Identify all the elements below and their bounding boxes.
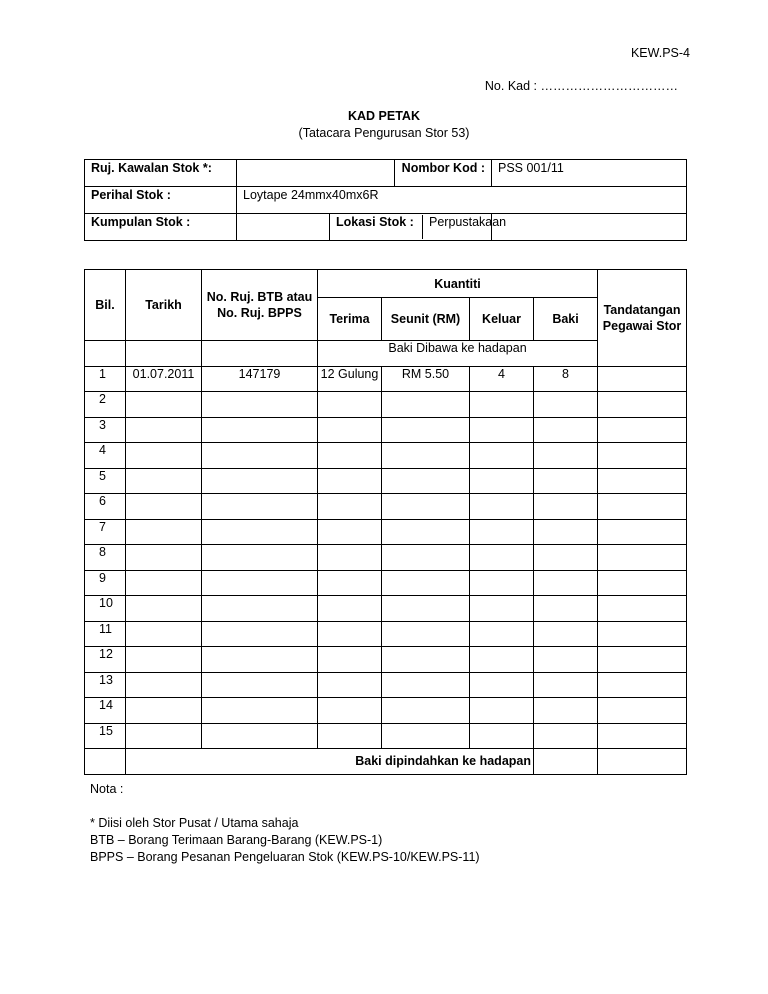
table-row: [85, 392, 687, 418]
page-subtitle: (Tatacara Pengurusan Stor 53): [298, 126, 470, 140]
cell-no-ruj: [202, 545, 318, 571]
cell-keluar: [470, 545, 534, 571]
cell-tandatangan: [598, 647, 687, 673]
table-row: [85, 443, 687, 469]
cell-no-ruj: [202, 468, 318, 494]
cell-tarikh: 01.07.2011: [126, 366, 202, 392]
table-row: [85, 366, 687, 392]
cell-no-ruj: [202, 672, 318, 698]
cell-seunit: [382, 468, 470, 494]
header-baki: Baki: [534, 298, 598, 341]
cell-keluar: 4: [470, 366, 534, 392]
cell-baki: [534, 723, 598, 749]
page-title: KAD PETAK: [348, 109, 420, 123]
cell-no-ruj: [202, 723, 318, 749]
cell-terima: [318, 621, 382, 647]
cell-bil: 11: [85, 621, 126, 647]
stock-control-ref-value: [237, 160, 395, 187]
cell-baki: [534, 570, 598, 596]
cell-seunit: [382, 417, 470, 443]
note-asterisk: * Diisi oleh Stor Pusat / Utama sahaja: [90, 816, 299, 830]
cell-baki: [534, 443, 598, 469]
cell-keluar: [470, 443, 534, 469]
cell-keluar: [470, 519, 534, 545]
stock-location-label: Lokasi Stok :: [330, 215, 423, 239]
cell-no-ruj: [202, 519, 318, 545]
cell-bil: 7: [85, 519, 126, 545]
cell-seunit: [382, 519, 470, 545]
cell-terima: [318, 596, 382, 622]
cell-terima: [318, 545, 382, 571]
cell-seunit: [382, 570, 470, 596]
cell-no-ruj: [202, 443, 318, 469]
cell-no-ruj: [202, 596, 318, 622]
table-row: [85, 494, 687, 520]
cell-tandatangan: [598, 672, 687, 698]
cell-terima: 12 Gulung: [318, 366, 382, 392]
code-number-label: Nombor Kod :: [395, 160, 492, 187]
code-number-value: PSS 001/11: [492, 160, 687, 187]
cell-bil: 8: [85, 545, 126, 571]
cf-bil: [85, 749, 126, 775]
cell-tandatangan: [598, 519, 687, 545]
header-keluar: Keluar: [470, 298, 534, 341]
cell-no-ruj: 147179: [202, 366, 318, 392]
cell-terima: [318, 570, 382, 596]
cell-terima: [318, 723, 382, 749]
cell-terima: [318, 647, 382, 673]
bf-bil: [85, 341, 126, 367]
cell-baki: [534, 519, 598, 545]
cell-tandatangan: [598, 723, 687, 749]
cell-baki: [534, 596, 598, 622]
header-kuantiti: Kuantiti: [318, 270, 598, 298]
cell-terima: [318, 672, 382, 698]
cell-terima: [318, 392, 382, 418]
cell-baki: [534, 468, 598, 494]
cell-tarikh: [126, 392, 202, 418]
cell-tarikh: [126, 621, 202, 647]
note-bpps: BPPS – Borang Pesanan Pengeluaran Stok (KEW.PS-10/KEW.PS-11): [90, 850, 480, 864]
cell-tandatangan: [598, 596, 687, 622]
cell-keluar: [470, 698, 534, 724]
cell-keluar: [470, 647, 534, 673]
table-row: [85, 647, 687, 673]
cell-keluar: [470, 672, 534, 698]
cell-tandatangan: [598, 570, 687, 596]
cell-seunit: [382, 545, 470, 571]
stock-description-value: Loytape 24mmx40mx6R: [237, 187, 687, 214]
cell-seunit: RM 5.50: [382, 366, 470, 392]
cell-bil: 4: [85, 443, 126, 469]
cell-bil: 15: [85, 723, 126, 749]
stock-ledger-table: [84, 269, 687, 775]
table-row: [85, 545, 687, 571]
cell-tarikh: [126, 443, 202, 469]
stock-info-table: [84, 159, 687, 241]
cell-seunit: [382, 647, 470, 673]
table-row: [85, 621, 687, 647]
table-row: [85, 519, 687, 545]
cell-terima: [318, 468, 382, 494]
cell-no-ruj: [202, 698, 318, 724]
stock-location-label-cell: [330, 214, 507, 241]
stock-control-ref-label: Ruj. Kawalan Stok *:: [85, 160, 237, 187]
cell-terima: [318, 443, 382, 469]
cell-tandatangan: [598, 366, 687, 392]
cell-terima: [318, 519, 382, 545]
stock-location-blank: [492, 214, 687, 241]
form-code: KEW.PS-4: [630, 46, 690, 60]
carried-forward-label: Baki dipindahkan ke hadapan: [126, 749, 534, 775]
stock-group-label: Kumpulan Stok :: [85, 214, 237, 241]
cell-bil: 2: [85, 392, 126, 418]
cell-tarikh: [126, 596, 202, 622]
cell-bil: 5: [85, 468, 126, 494]
cell-keluar: [470, 723, 534, 749]
header-no-ruj: No. Ruj. BTB atau No. Ruj. BPPS: [202, 270, 318, 341]
cell-seunit: [382, 698, 470, 724]
cell-seunit: [382, 672, 470, 698]
header-bil: Bil.: [85, 270, 126, 341]
cell-keluar: [470, 468, 534, 494]
cell-baki: [534, 698, 598, 724]
cell-tarikh: [126, 723, 202, 749]
stock-location-value: Perpustakaan: [429, 215, 507, 229]
stock-description-label: Perihal Stok :: [85, 187, 237, 214]
cell-tandatangan: [598, 468, 687, 494]
table-row: [85, 417, 687, 443]
cell-bil: 13: [85, 672, 126, 698]
cell-tandatangan: [598, 621, 687, 647]
cell-keluar: [470, 417, 534, 443]
cell-tandatangan: [598, 443, 687, 469]
header-terima: Terima: [318, 298, 382, 341]
cell-bil: 12: [85, 647, 126, 673]
note-btb: BTB – Borang Terimaan Barang-Barang (KEW.PS-1): [90, 833, 383, 847]
cell-seunit: [382, 621, 470, 647]
cell-baki: 8: [534, 366, 598, 392]
cell-no-ruj: [202, 417, 318, 443]
bf-no-ruj: [202, 341, 318, 367]
cell-tarikh: [126, 468, 202, 494]
cell-terima: [318, 698, 382, 724]
table-row: [85, 570, 687, 596]
header-seunit: Seunit (RM): [382, 298, 470, 341]
bf-tarikh: [126, 341, 202, 367]
notes-heading: Nota :: [90, 782, 124, 796]
cell-seunit: [382, 723, 470, 749]
cell-tarikh: [126, 698, 202, 724]
cell-baki: [534, 672, 598, 698]
table-row: [85, 672, 687, 698]
header-tandatangan: Tandatangan Pegawai Stor: [598, 270, 687, 367]
cell-keluar: [470, 596, 534, 622]
cell-keluar: [470, 392, 534, 418]
cell-no-ruj: [202, 494, 318, 520]
brought-forward-label: Baki Dibawa ke hadapan: [318, 341, 598, 367]
cell-tarikh: [126, 647, 202, 673]
table-row: [85, 723, 687, 749]
cell-no-ruj: [202, 392, 318, 418]
cell-keluar: [470, 570, 534, 596]
stock-group-value: [237, 214, 330, 241]
cell-terima: [318, 494, 382, 520]
cell-tarikh: [126, 417, 202, 443]
cell-tarikh: [126, 545, 202, 571]
cell-keluar: [470, 621, 534, 647]
cell-no-ruj: [202, 621, 318, 647]
cf-tandatangan: [598, 749, 687, 775]
cell-baki: [534, 545, 598, 571]
cell-tandatangan: [598, 417, 687, 443]
table-row: [85, 596, 687, 622]
cell-bil: 10: [85, 596, 126, 622]
cell-tandatangan: [598, 392, 687, 418]
cell-baki: [534, 392, 598, 418]
cell-bil: 6: [85, 494, 126, 520]
cell-terima: [318, 417, 382, 443]
card-number-field: No. Kad : ……………………………: [484, 79, 678, 93]
cell-baki: [534, 621, 598, 647]
cell-tarikh: [126, 672, 202, 698]
cell-seunit: [382, 443, 470, 469]
cell-seunit: [382, 596, 470, 622]
cf-baki: [534, 749, 598, 775]
cell-baki: [534, 647, 598, 673]
cell-tandatangan: [598, 494, 687, 520]
cell-seunit: [382, 494, 470, 520]
cell-bil: 9: [85, 570, 126, 596]
cell-baki: [534, 417, 598, 443]
cell-baki: [534, 494, 598, 520]
cell-no-ruj: [202, 647, 318, 673]
cell-bil: 3: [85, 417, 126, 443]
cell-bil: 14: [85, 698, 126, 724]
table-row: [85, 468, 687, 494]
header-tarikh: Tarikh: [126, 270, 202, 341]
table-row: [85, 698, 687, 724]
cell-tandatangan: [598, 545, 687, 571]
cell-tarikh: [126, 519, 202, 545]
notes-section: [90, 781, 480, 866]
cell-keluar: [470, 494, 534, 520]
cell-tandatangan: [598, 698, 687, 724]
cell-no-ruj: [202, 570, 318, 596]
cell-tarikh: [126, 570, 202, 596]
cell-bil: 1: [85, 366, 126, 392]
cell-tarikh: [126, 494, 202, 520]
cell-seunit: [382, 392, 470, 418]
